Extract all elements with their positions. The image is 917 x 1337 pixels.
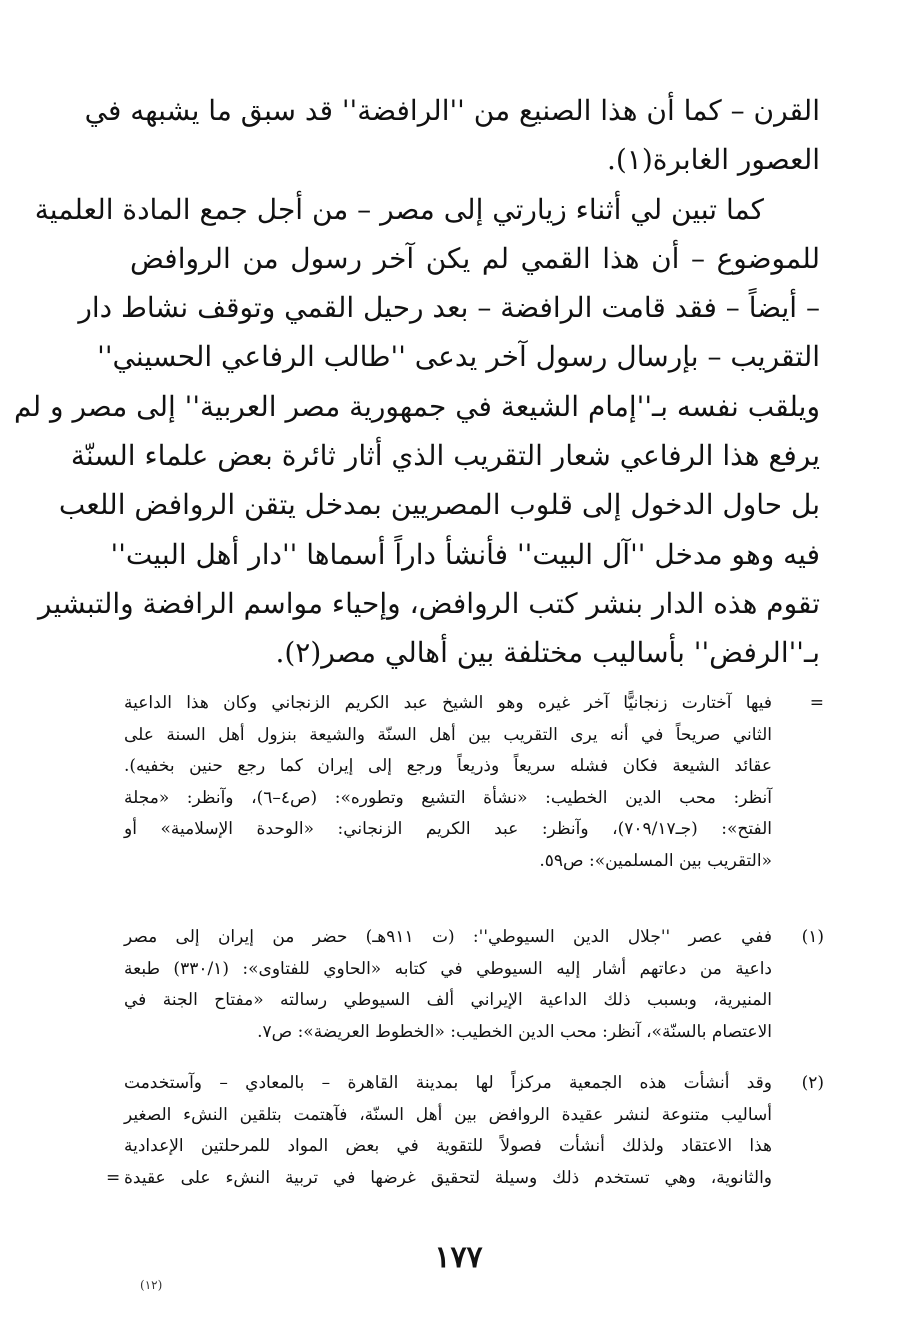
footnote-line: والثانوية، وهي تستخدم ذلك وسيلة لتحقيق غرضها في تربية النشء على عقيدة	[124, 1167, 772, 1188]
main-text-block	[13, 86, 820, 678]
footnote-line: الفتح»: (جـ٧٠٩/١٧)، وآنظر: عبد الكريم الزنجاني: «الوحدة الإسلامية» أو	[124, 819, 772, 839]
main-text-line: يرفع هذا الرفاعي شعار التقريب الذي أثار ثائرة بعض علماء السنّة	[70, 439, 820, 473]
footnote-line: عقائد الشيعة فكان فشله سريعاً وذريعاً ورجع إلى إيران كما رجع حنين بخفيه).	[124, 756, 772, 776]
main-text-line: بـ''الرفض'' بأساليب مختلفة بين أهالي مصر(٢).	[275, 636, 820, 670]
footnote-2	[106, 1068, 824, 1194]
footnote-marker: =	[809, 693, 824, 713]
footnote-marker: (١)	[801, 927, 824, 947]
main-text-line: للموضوع – أن هذا القمي لم يكن آخر رسول من الروافض	[130, 241, 820, 275]
footnote-1	[124, 922, 824, 1048]
footnote-line: داعية من دعاتهم أشار إليه السيوطي في كتابه «الحاوي للفتاوى»: (٣٣٠/١) طبعة	[124, 958, 772, 979]
main-text-line: العصور الغابرة(١).	[606, 143, 820, 177]
main-text-line: – أيضاً – فقد قامت الرافضة – بعد رحيل القمي وتوقف نشاط دار	[78, 291, 820, 325]
footnote-body	[124, 688, 772, 877]
footnote-line: أساليب متنوعة لنشر عقيدة الروافض بين أهل السنّة، فآهتمت بتلقين النشء الصغير	[124, 1104, 772, 1125]
footnote-body	[124, 1068, 772, 1194]
main-text-line: فيه وهو مدخل ''آل البيت'' فأنشأ داراً أسماها ''دار أهل البيت''	[110, 537, 820, 571]
main-text-line: القرن – كما أن هذا الصنيع من ''الرافضة'' قد سبق ما يشبهه في	[84, 94, 820, 127]
footnote-line: المنيرية، وبسبب ذلك الداعية الإيراني ألف السيوطي رسالته «مفتاح الجنة في	[124, 990, 772, 1010]
main-text-line: التقريب – بإرسال رسول آخر يدعى ''طالب الرفاعي الحسيني''	[97, 340, 820, 374]
main-text-line: بل حاول الدخول إلى قلوب المصريين بمدخل يتقن الروافض اللعب	[58, 488, 820, 522]
main-text-line: تقوم هذه الدار بنشر كتب الروافض، وإحياء مواسم الرافضة والتبشير	[38, 586, 820, 620]
footnote-line: وقد أنشأت هذه الجمعية مركزاً لها بمدينة القاهرة – بالمعادي – وآستخدمت	[124, 1073, 772, 1093]
signature-mark: (١٢)	[140, 1278, 163, 1292]
footnote-marker: (٢)	[801, 1073, 824, 1093]
footnote-continues-marker: =	[106, 1167, 121, 1188]
main-text-line: كما تبين لي أثناء زيارتي إلى مصر – من أجل جمع المادة العلمية	[34, 192, 764, 226]
footnote-line: آنظر: محب الدين الخطيب: «نشأة التشيع وتطوره»: (ص٤–٦)، وآنظر: «مجلة	[124, 787, 772, 808]
footnote-line: هذا الاعتقاد ولذلك أنشأت فصولاً للتقوية في بعض المواد للمرحلتين الإعدادية	[124, 1136, 772, 1156]
footnote-line: ففي عصر ''جلال الدين السيوطي'': (ت ٩١١هـ) حضر من إيران إلى مصر	[124, 927, 772, 947]
footnote-line: فيها آختارت زنجانيًّا آخر غيره وهو الشيخ عبد الكريم الزنجاني وكان هذا الداعية	[124, 693, 772, 713]
footnote-continued	[124, 688, 824, 877]
footnote-body	[124, 922, 772, 1048]
footnote-line: الاعتصام بالسنّة»، آنظر: محب الدين الخطيب: «الخطوط العريضة»: ص٧.	[257, 1021, 772, 1042]
footnote-line: «التقريب بين المسلمين»: ص٥٩.	[539, 850, 772, 871]
main-text-line: ويلقب نفسه بـ''إمام الشيعة في جمهورية مصر العربية'' إلى مصر و لم	[13, 389, 820, 423]
footnote-line: الثاني صريحاً في أنه يرى التقريب بين أهل السنّة والشيعة بنزول أهل السنة على	[124, 724, 772, 745]
page-number: ١٧٧	[434, 1240, 483, 1275]
